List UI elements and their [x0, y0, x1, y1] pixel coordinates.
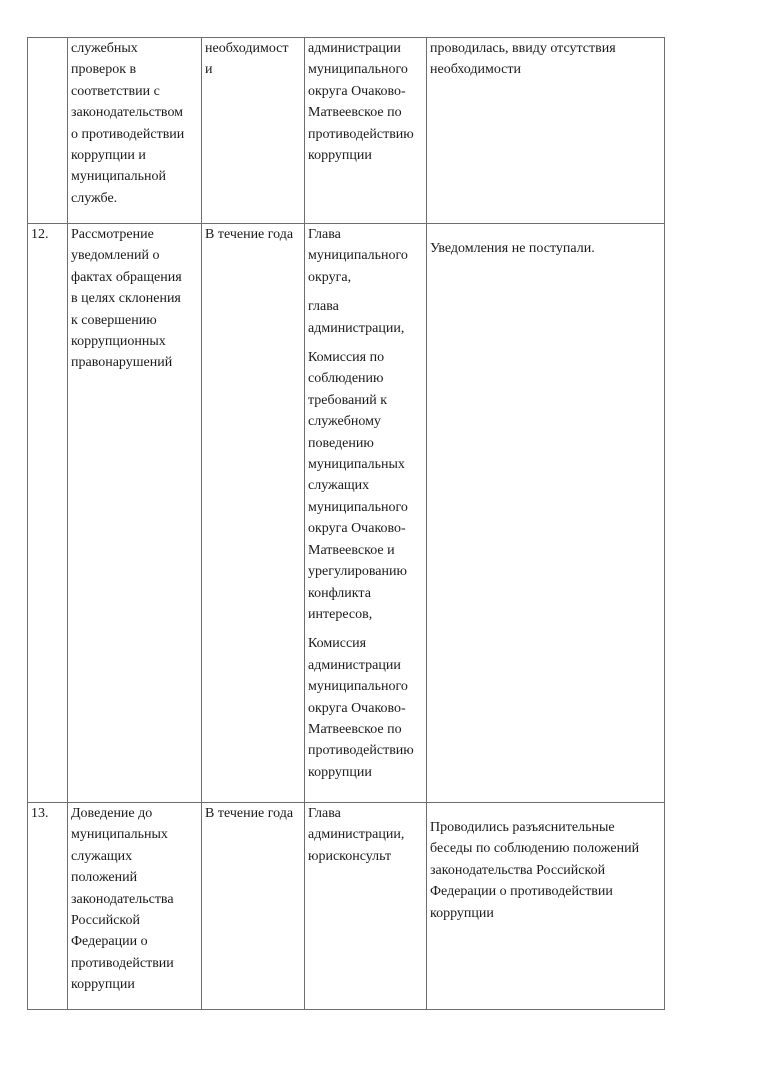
term-cell: В течение года [202, 224, 305, 803]
row-number: 12. [28, 224, 68, 803]
measure-cell: Доведение до муниципальных служащих положений законодательства Российской Федерации о противодействии коррупции [68, 803, 202, 1010]
row-number [28, 38, 68, 224]
result-cell: проводилась, ввиду отсутствия необходимости [427, 38, 665, 224]
term-cell: В течение года [202, 803, 305, 1010]
table-row [28, 224, 665, 803]
measure-cell: Рассмотрение уведомлений о фактах обращения в целях склонения к совершению коррупционных правонарушений [68, 224, 202, 803]
responsible-cell: Глава администрации, юрисконсульт [305, 803, 427, 1010]
measure-cell: служебных проверок в соответствии с законодательством о противодействии коррупции и муниципальной службе. [68, 38, 202, 224]
term-cell: необходимост и [202, 38, 305, 224]
table-row [28, 803, 665, 1010]
responsible-cell: Глава муниципального округа, глава администрации, Комиссия по соблюдению требований к служебному поведению муниципальных служащих муниципального округа Очаково- Матвеевское и урегулированию конфликта интересов, Комиссия администрации муниципального округа Очаково- Матвеевское по противодействию коррупции [305, 224, 427, 803]
result-cell: Уведомления не поступали. [427, 224, 665, 803]
result-cell: Проводились разъяснительные беседы по соблюдению положений законодательства Российской Федерации о противодействии коррупции [427, 803, 665, 1010]
table-row [28, 38, 665, 224]
responsible-cell: администрации муниципального округа Очаково- Матвеевское по противодействию коррупции [305, 38, 427, 224]
row-number: 13. [28, 803, 68, 1010]
measures-table [27, 37, 665, 1010]
